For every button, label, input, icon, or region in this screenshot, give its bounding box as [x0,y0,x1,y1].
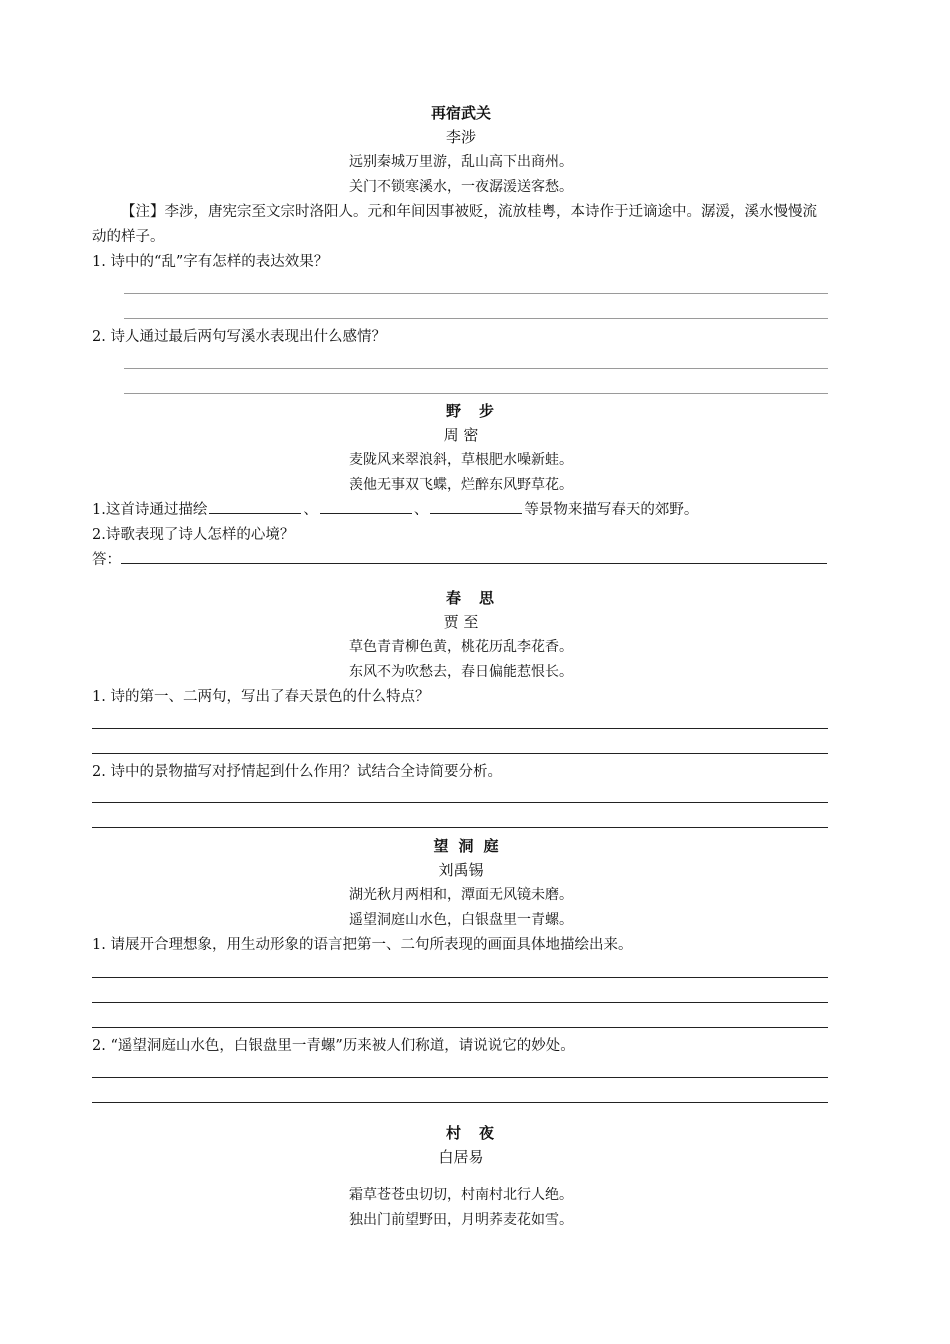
separator: 、 [413,502,429,518]
fill-blank[interactable] [209,499,301,514]
poem-author: 刘禹锡 [438,861,484,879]
poem-note: 【注】李涉，唐宪宗至文宗时洛阳人。元和年间因事被贬，流放桂粤，本诗作于迁谪途中。潺湲，溪水慢慢流动的样子。 [92,204,817,245]
separator: 、 [303,502,318,518]
question: 2. 诗人通过最后两句写溪水表现出什么感情？ [92,329,386,345]
poem-line: 湖光秋月两相和，潭面无风镜未磨。 [349,887,573,903]
poem-line: 独出门前望野田，月明荞麦花如雪。 [349,1212,573,1228]
question: 1. 诗中的“乱”字有怎样的表达效果？ [92,254,329,270]
question: 1. 诗的第一、二两句，写出了春天景色的什么特点？ [92,689,430,705]
poem-line: 遥望洞庭山水色，白银盘里一青螺。 [349,912,573,928]
poem-line: 羡他无事双飞蝶，烂醉东风野草花。 [349,477,573,493]
poem-author: 李涉 [445,128,476,146]
poem-author: 贾 至 [443,613,479,631]
question: 1. 请展开合理想象，用生动形象的语言把第一、二句所表现的画面具体地描绘出来。 [92,937,633,953]
answer-row [92,548,830,573]
answer-line[interactable] [92,753,828,754]
poem-line: 麦陇风来翠浪斜，草根肥水噪新蛙。 [349,452,573,468]
answer-line[interactable] [92,1002,828,1003]
poem-line: 远别秦城万里游，乱山高下出商州。 [349,154,573,170]
question-prefix: 1.这首诗通过描绘 [92,502,208,518]
answer-line[interactable] [124,368,828,369]
answer-line[interactable] [92,977,828,978]
poem-line: 草色青青柳色黄，桃花历乱李花香。 [349,639,573,655]
answer-line[interactable] [124,393,828,394]
answer-line[interactable] [124,318,828,319]
poem-title: 村夜 [445,1124,512,1142]
answer-line[interactable] [124,293,828,294]
fill-blank[interactable] [320,499,412,514]
answer-line[interactable] [92,802,828,803]
poem-line: 关门不锁寒溪水，一夜潺湲送客愁。 [349,179,573,195]
answer-line[interactable] [92,1102,828,1103]
answer-line[interactable] [92,827,828,828]
poem-line: 霜草苍苍虫切切，村南村北行人绝。 [349,1187,573,1203]
answer-label: 答： [92,552,121,568]
poem-author: 白居易 [438,1148,484,1166]
poem-title: 再宿武关 [430,104,491,122]
fill-in-question [92,498,830,523]
answer-line[interactable] [92,728,828,729]
question: 2.诗歌表现了诗人怎样的心境？ [92,527,295,543]
poem-author: 周 密 [443,426,479,444]
answer-line[interactable] [92,1027,828,1028]
poem-line: 东风不为吹愁去，春日偏能惹恨长。 [349,664,573,680]
poem-title: 野步 [445,402,512,420]
poem-title: 望洞庭 [433,837,509,855]
fill-blank[interactable] [430,499,522,514]
answer-line[interactable] [92,1077,828,1078]
question: 2. 诗中的景物描写对抒情起到什么作用？试结合全诗简要分析。 [92,764,502,780]
poem-title: 春思 [445,589,512,607]
answer-line[interactable] [121,549,827,564]
question-suffix: 等景物来描写春天的郊野。 [524,502,699,518]
question: 2. “遥望洞庭山水色，白银盘里一青螺”历来被人们称道，请说说它的妙处。 [92,1038,575,1054]
